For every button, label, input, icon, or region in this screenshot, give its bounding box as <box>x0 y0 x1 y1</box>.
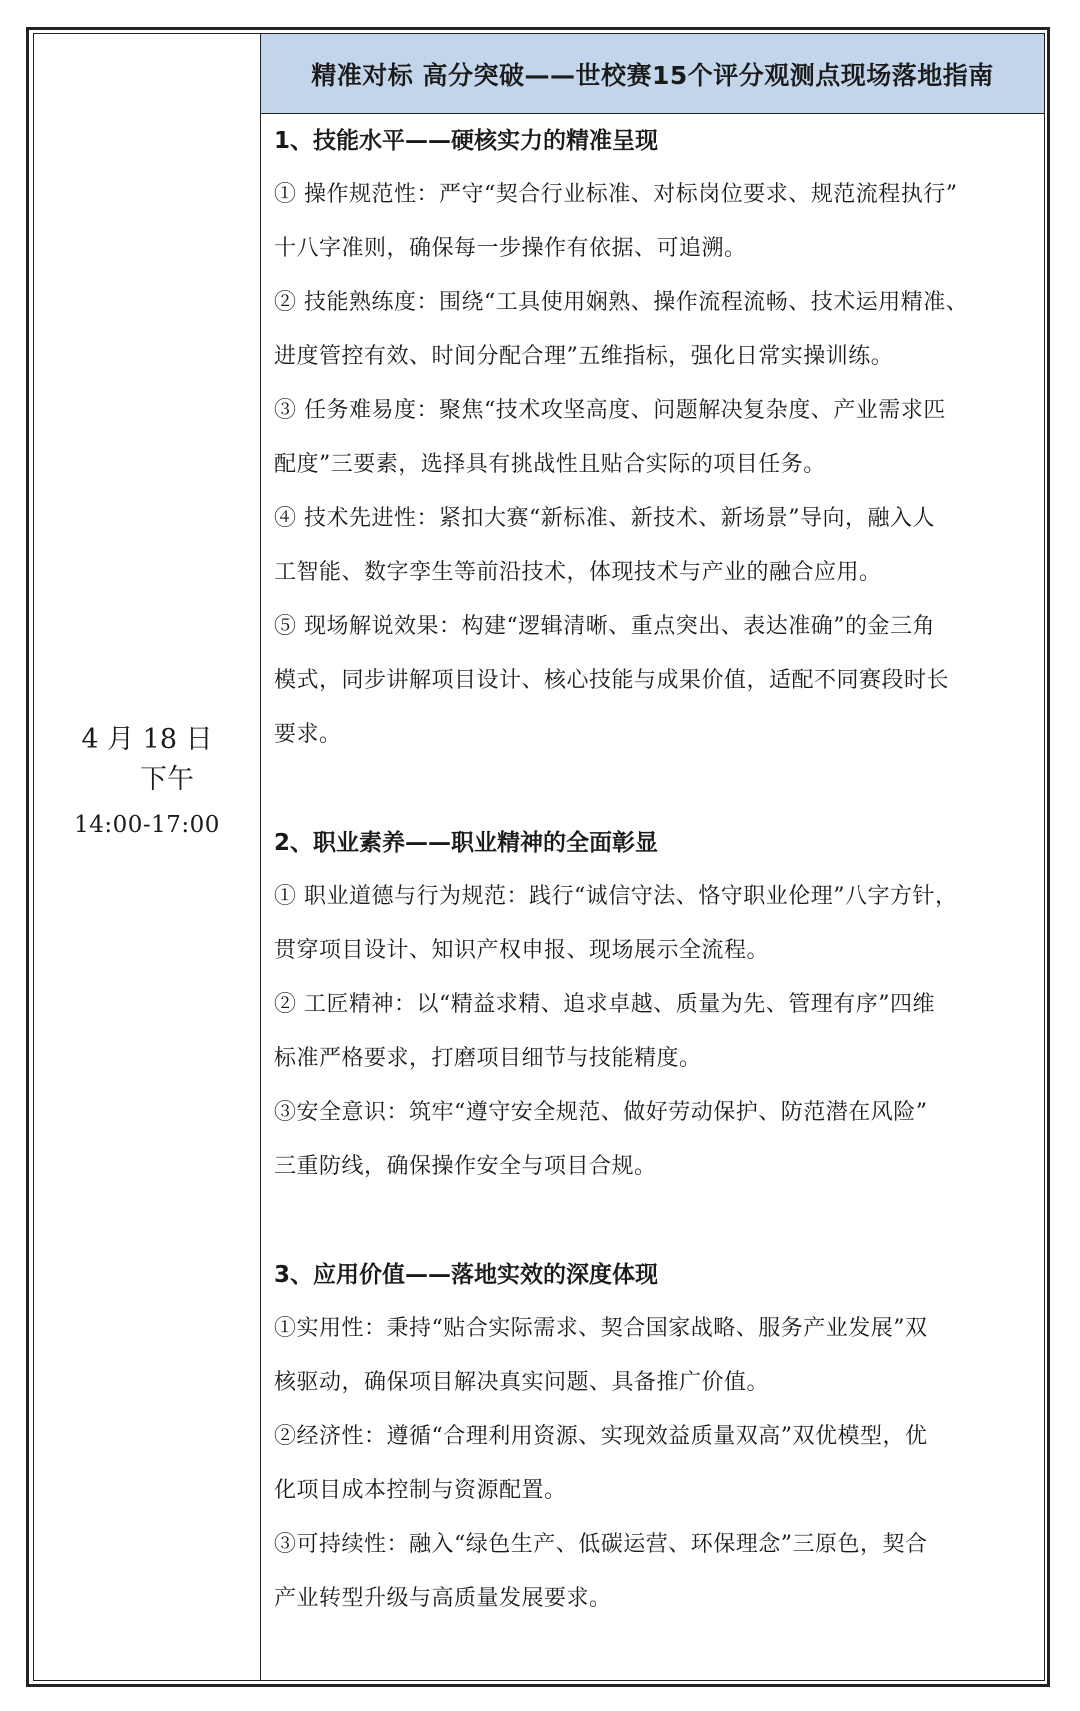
item-line: ⑤ 现场解说效果：构建“逻辑清晰、重点突出、表达准确”的金三角 <box>274 614 935 639</box>
item-line: ③安全意识：筑牢“遵守安全规范、做好劳动保护、防范潜在风险” <box>274 1100 928 1125</box>
section-title: 3、应用价值——落地实效的深度体现 <box>274 1262 659 1288</box>
item-line: 模式，同步讲解项目设计、核心技能与成果价值，适配不同赛段时长 <box>274 668 950 693</box>
item-line: 工智能、数字孪生等前沿技术，体现技术与产业的融合应用。 <box>274 560 882 585</box>
column-divider <box>260 33 261 1681</box>
item-line: ② 技能熟练度：围绕“工具使用娴熟、操作流程流畅、技术运用精准、 <box>274 290 969 315</box>
schedule-cell <box>34 720 260 844</box>
item-line: ①实用性：秉持“贴合实际需求、契合国家战略、服务产业发展”双 <box>274 1316 928 1341</box>
item-line: 化项目成本控制与资源配置。 <box>274 1478 567 1503</box>
schedule-period: 下午 <box>140 764 194 795</box>
list-item <box>274 600 1036 762</box>
item-line: ① 职业道德与行为规范：践行“诚信守法、恪守职业伦理”八字方针， <box>274 884 958 909</box>
item-line: 核驱动，确保项目解决真实问题、具备推广价值。 <box>274 1370 770 1395</box>
item-line: ④ 技术先进性：紧扣大赛“新标准、新技术、新场景”导向，融入人 <box>274 506 935 531</box>
item-line: 进度管控有效、时间分配合理”五维指标，强化日常实操训练。 <box>274 344 894 369</box>
item-line: ② 工匠精神：以“精益求精、追求卓越、质量为先、管理有序”四维 <box>274 992 935 1017</box>
list-item <box>274 492 1036 600</box>
section-application-value <box>274 1248 1036 1626</box>
item-line: ②经济性：遵循“合理利用资源、实现效益质量双高”双优模型，优 <box>274 1424 928 1449</box>
content-cell <box>274 114 1036 1626</box>
section-title: 2、职业素养——职业精神的全面彰显 <box>274 830 659 856</box>
list-item <box>274 870 1036 978</box>
list-item <box>274 1410 1036 1518</box>
list-item <box>274 168 1036 276</box>
section-spacer <box>274 762 1036 816</box>
item-line: 三重防线，确保操作安全与项目合规。 <box>274 1154 657 1179</box>
list-item <box>274 384 1036 492</box>
list-item <box>274 1302 1036 1410</box>
table-header <box>261 34 1044 114</box>
list-item <box>274 276 1036 384</box>
section-spacer <box>274 1194 1036 1248</box>
section-title: 1、技能水平——硬核实力的精准呈现 <box>274 128 659 154</box>
section-professional-quality <box>274 816 1036 1194</box>
item-line: 产业转型升级与高质量发展要求。 <box>274 1586 612 1611</box>
item-line: 贯穿项目设计、知识产权申报、现场展示全流程。 <box>274 938 770 963</box>
item-line: 要求。 <box>274 722 342 747</box>
list-item <box>274 1086 1036 1194</box>
page-title: 精准对标 高分突破——世校赛15个评分观测点现场落地指南 <box>311 60 994 90</box>
section-skill-level <box>274 114 1036 762</box>
item-line: ③ 任务难易度：聚焦“技术攻坚高度、问题解决复杂度、产业需求匹 <box>274 398 946 423</box>
item-line: ① 操作规范性：严守“契合行业标准、对标岗位要求、规范流程执行” <box>274 182 958 207</box>
schedule-hours: 14:00-17:00 <box>74 812 220 838</box>
list-item <box>274 978 1036 1086</box>
item-line: 标准严格要求，打磨项目细节与技能精度。 <box>274 1046 702 1071</box>
item-line: ③可持续性：融入“绿色生产、低碳运营、环保理念”三原色，契合 <box>274 1532 928 1557</box>
item-line: 十八字准则，确保每一步操作有依据、可追溯。 <box>274 236 747 261</box>
item-line: 配度”三要素，选择具有挑战性且贴合实际的项目任务。 <box>274 452 826 477</box>
list-item <box>274 1518 1036 1626</box>
schedule-date: 4 月 18 日 <box>81 724 213 755</box>
